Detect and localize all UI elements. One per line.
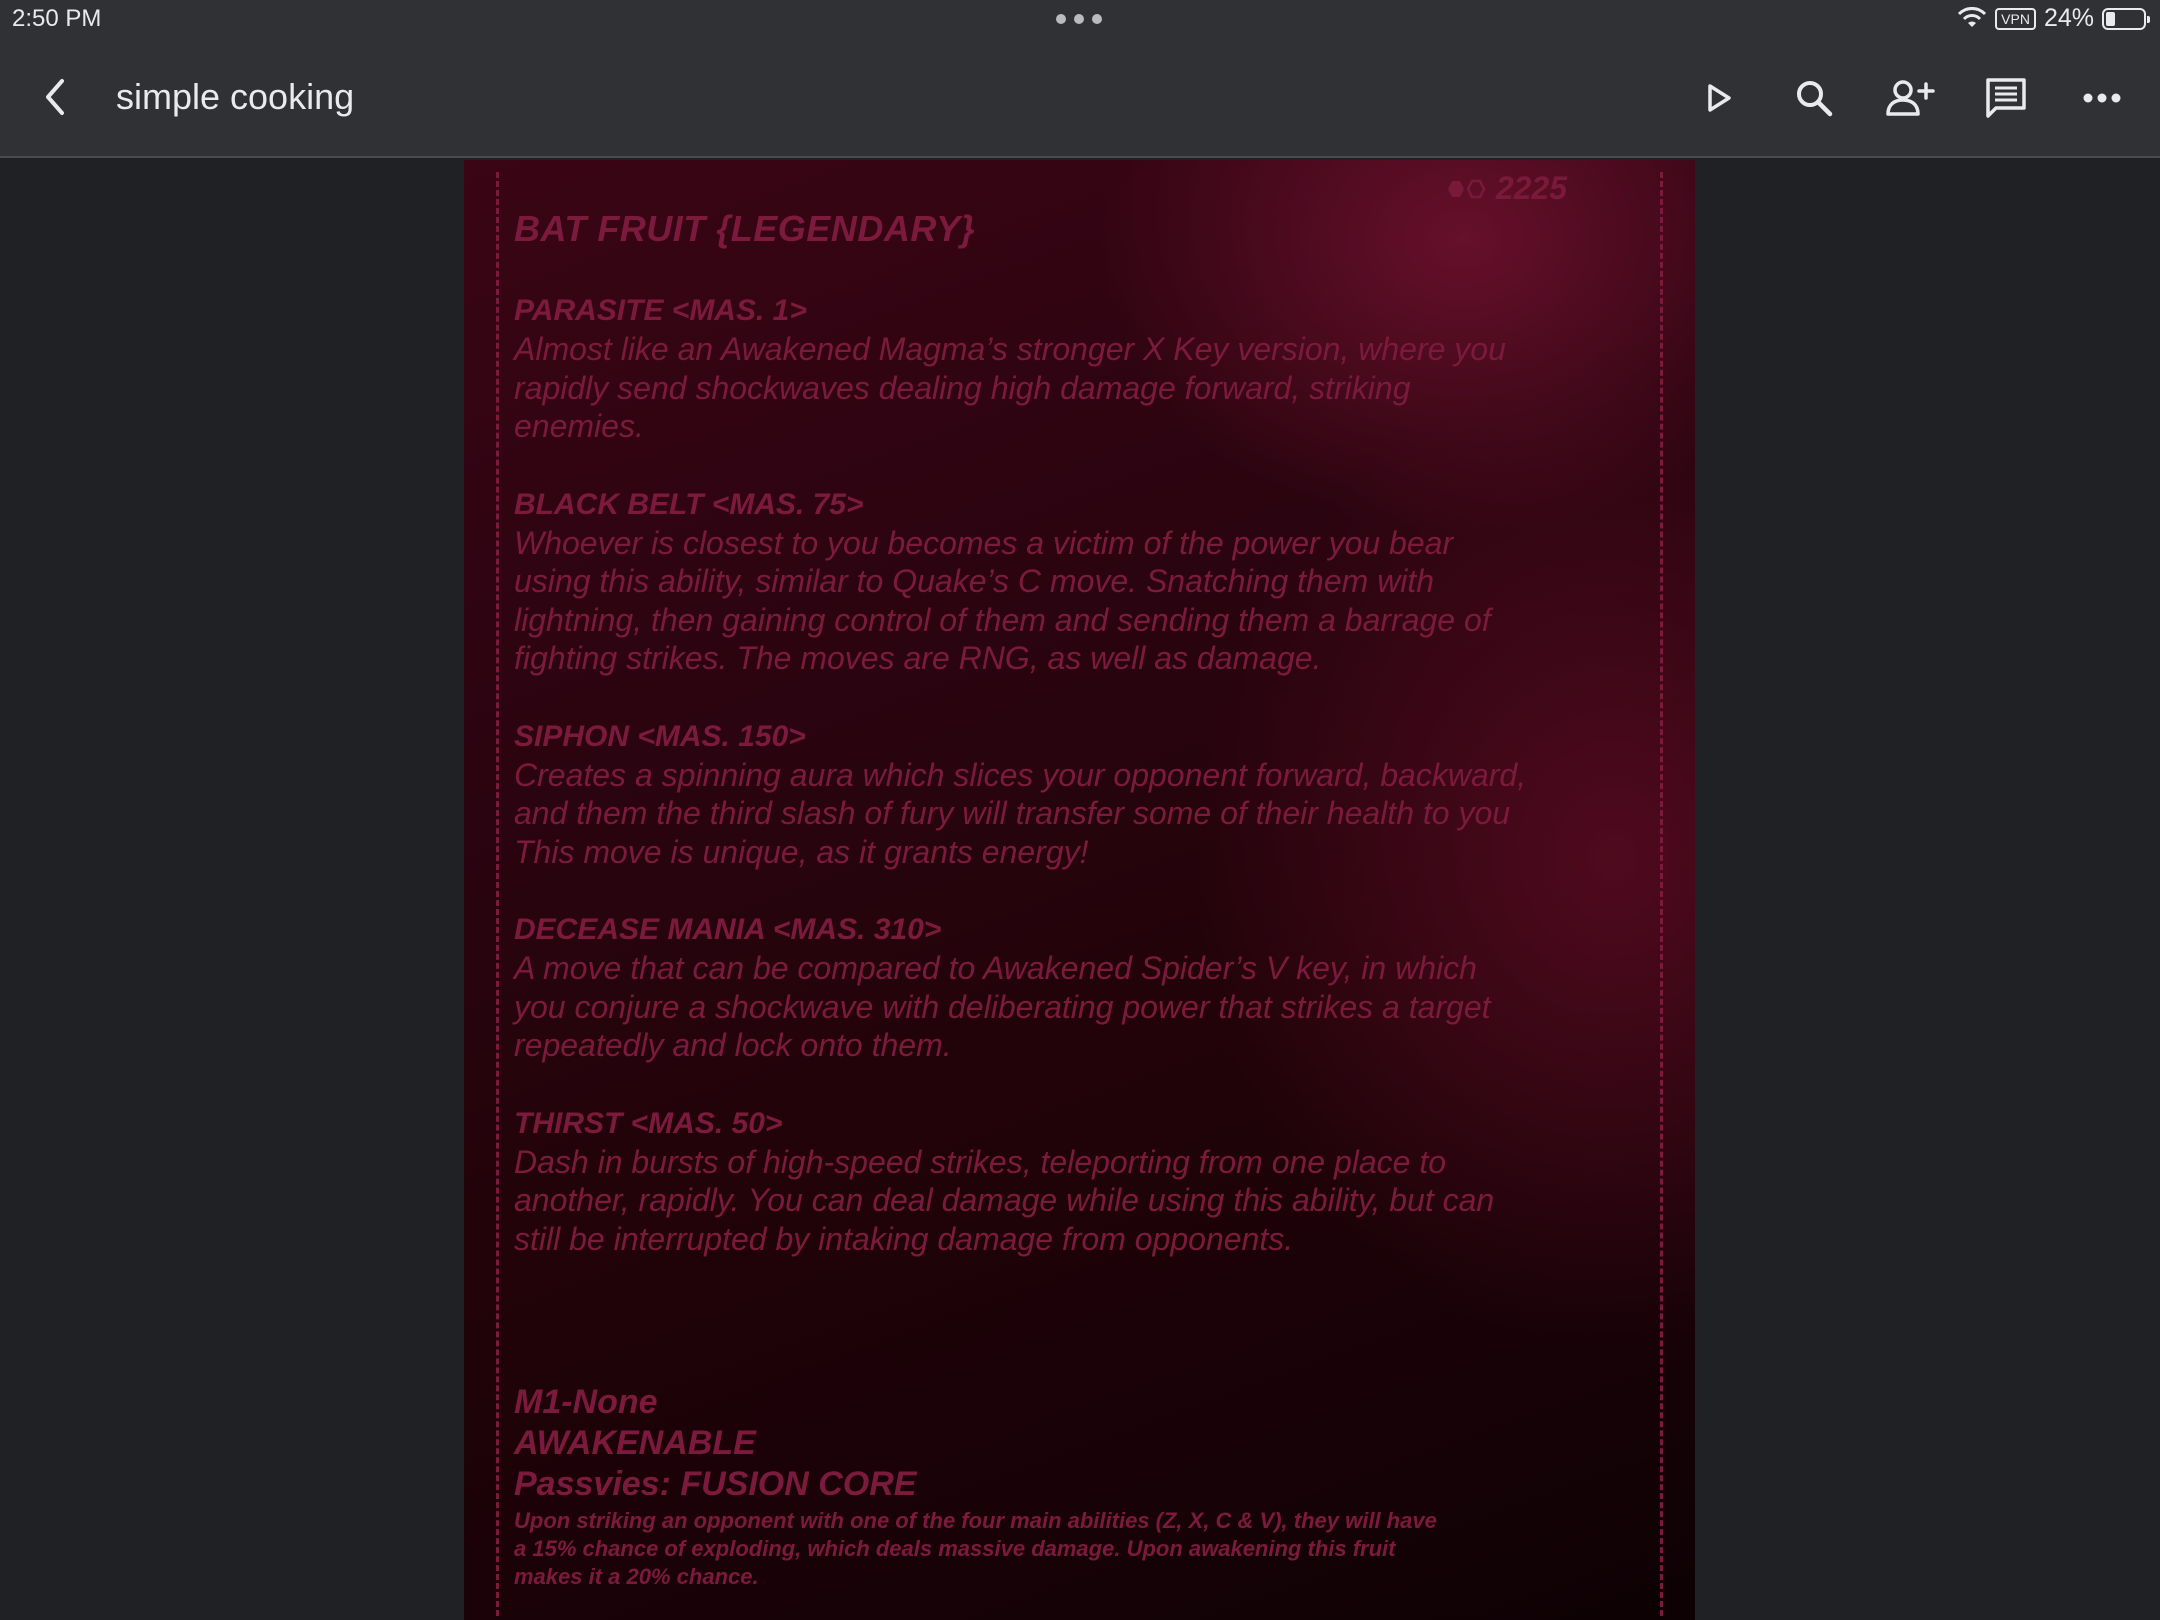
description-line: enemies. <box>514 408 644 444</box>
ability-decease-mania <box>514 911 1644 1065</box>
fruit-footer <box>514 1382 1654 1591</box>
status-indicators <box>1957 4 2146 33</box>
description-line: lightning, then gaining control of them and sending them a barrage of <box>514 601 1491 638</box>
document-page <box>464 160 1695 1620</box>
description-line: A move that can be compared to Awakened Spider’s V key, in which <box>514 950 1477 986</box>
battery-fill <box>2106 12 2115 26</box>
play-icon <box>1701 81 1735 115</box>
passive-title: Passvies: FUSION CORE <box>514 1465 917 1503</box>
ability-parasite <box>514 292 1644 446</box>
comment-icon <box>1984 76 2028 120</box>
description-line: makes it a 20% chance. <box>514 1564 759 1589</box>
battery-icon <box>2102 8 2146 30</box>
description-line: a 15% chance of exploding, which deals massive damage. Upon awakening this fruit <box>514 1536 1396 1561</box>
search-button[interactable] <box>1786 70 1842 126</box>
description-line: using this ability, similar to Quake’s C move. Snatching them with <box>514 563 1435 599</box>
description-line: Almost like an Awakened Magma’s stronger X Key version, where you <box>514 331 1506 367</box>
ability-siphon <box>514 718 1644 872</box>
description-line: This move is unique, as it grants energy! <box>514 833 1089 870</box>
ability-name: PARASITE <MAS. 1> <box>514 294 807 327</box>
description-line: another, rapidly. You can deal damage while using this ability, but can <box>514 1182 1495 1218</box>
ability-description <box>514 330 1644 446</box>
ability-description <box>514 1143 1644 1259</box>
description-line: and them the third slash of fury will transfer some of their health to you <box>514 795 1511 831</box>
ability-description <box>514 524 1644 678</box>
description-line: rapidly send shockwaves dealing high damage forward, striking <box>514 369 1411 406</box>
wifi-icon <box>1957 7 1987 31</box>
more-options-button[interactable] <box>2074 70 2130 126</box>
fruit-title: BAT FRUIT {LEGENDARY} <box>514 208 976 249</box>
description-line: Whoever is closest to you becomes a victim of the power you bear <box>514 524 1454 561</box>
document-title: simple cooking <box>116 76 355 117</box>
present-button[interactable] <box>1690 70 1746 126</box>
ability-name: SIPHON <MAS. 150> <box>514 719 806 753</box>
ability-name: BLACK BELT <MAS. 75> <box>514 487 864 521</box>
ability-name: DECEASE MANIA <MAS. 310> <box>514 913 942 946</box>
hexagon-logo-icon <box>1446 177 1490 201</box>
search-icon <box>1794 78 1834 118</box>
m1-label: M1-None <box>514 1383 658 1421</box>
description-line: Creates a spinning aura which slices your opponent forward, backward, <box>514 756 1527 793</box>
toolbar <box>1690 70 2130 126</box>
multitask-dots-icon[interactable] <box>1056 4 1102 24</box>
ability-description <box>514 949 1644 1065</box>
ability-thirst <box>514 1105 1644 1259</box>
document-viewer[interactable] <box>0 158 2160 1620</box>
description-line: still be interrupted by intaking damage from opponents. <box>514 1220 1294 1257</box>
status-bar <box>0 0 2160 40</box>
more-icon <box>2082 92 2122 104</box>
description-line: repeatedly and lock onto them. <box>514 1027 952 1063</box>
ability-name: THIRST <MAS. 50> <box>514 1106 783 1140</box>
description-line: Dash in bursts of high-speed strikes, teleporting from one place to <box>514 1143 1447 1180</box>
add-person-icon <box>1885 78 1935 118</box>
back-arrow-icon <box>40 77 70 117</box>
document-number <box>1446 170 1567 207</box>
status-time: 2:50 PM <box>12 5 102 32</box>
document-content <box>514 208 1644 1298</box>
share-button[interactable] <box>1882 70 1938 126</box>
battery-percent: 24% <box>2043 4 2094 32</box>
ability-black-belt <box>514 486 1644 678</box>
awakenable-label: AWAKENABLE <box>514 1424 756 1462</box>
document-number-text: 2225 <box>1495 170 1567 206</box>
back-button[interactable] <box>30 72 80 122</box>
description-line: you conjure a shockwave with deliberating power that strikes a target <box>514 988 1491 1025</box>
vpn-badge: VPN <box>1995 8 2036 30</box>
app-bar <box>0 40 2160 158</box>
description-line: fighting strikes. The moves are RNG, as well as damage. <box>514 640 1322 676</box>
comments-button[interactable] <box>1978 70 2034 126</box>
ability-description <box>514 756 1644 872</box>
passive-description <box>514 1507 1654 1591</box>
description-line: Upon striking an opponent with one of the four main abilities (Z, X, C & V), they will have <box>514 1508 1437 1533</box>
